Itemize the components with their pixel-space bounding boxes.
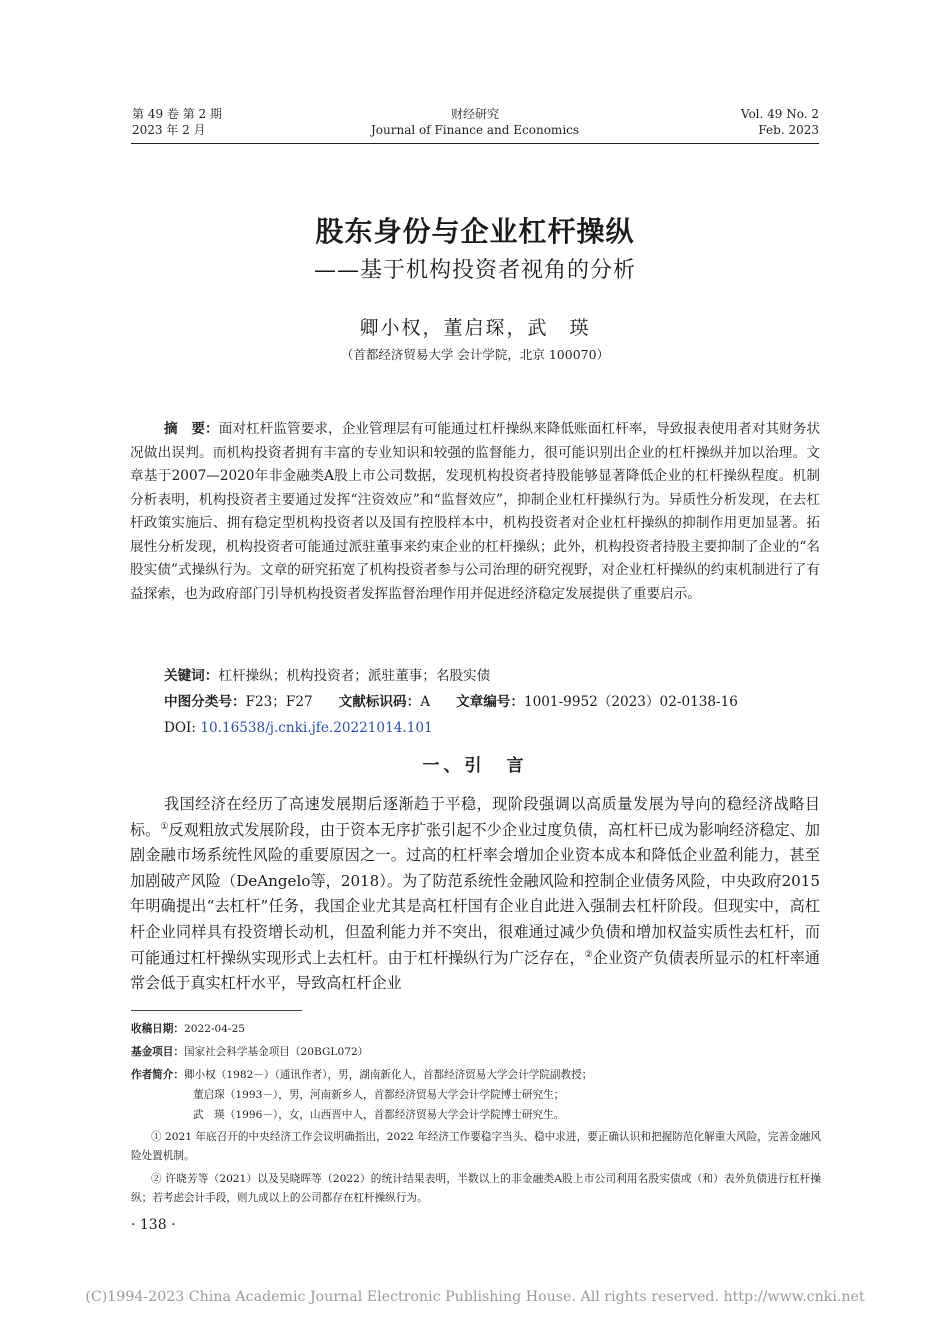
copyright-notice: (C)1994-2023 China Academic Journal Electronic Publishing House. All rights reserved. http://www.cnki.net (85, 1289, 865, 1305)
keywords-text: 杠杆操纵；机构投资者；派驻董事；名股实债 (218, 668, 491, 684)
article-title: 股东身份与企业杠杆操纵 (315, 215, 635, 248)
article-subtitle: ——基于机构投资者视角的分析 (313, 258, 636, 283)
fund-label: 基金项目： (131, 1046, 184, 1058)
journal-name-cn: 财经研究 (450, 107, 499, 121)
doc-code-value: A (420, 694, 431, 710)
intro-paragraph (130, 792, 820, 997)
footnote-ref-1[interactable]: ① (160, 821, 169, 832)
received-date (131, 1020, 821, 1039)
paragraph-text-2: 反观粗放式发展阶段，由于资本无序扩张引起不少企业过度负债，高杠杆已成为影响经济稳定、加剧金融市场系统性风险的重要原因之一。过高的杠杆率会增加企业资本成本和降低企业盈利能力，甚至加剧破产风险（DeAngelo等，2018）。为了防范系统性金融风险和控制企业债务风险，中央政府2015年明确提出“去杠杆”任务，我国企业尤其是高杠杆国有企业自此进入强制去杠杆阶段。但现实中，高杠杆企业同样具有投资增长动机，但盈利能力并不突出，很难通过减少负债和增加权益实质性去杠杆，而可能通过杠杆操纵实现形式上去杠杆。由于杠杆操纵行为广泛存在， (130, 820, 820, 967)
footnote-2: ② 许晓芳等（2021）以及吴晓晖等（2022）的统计结果表明，半数以上的非金融类A股上市公司利用名股实债或（和）表外负债进行杠杆操纵；若考虑会计手段，则九成以上的公司都存在杠杆操纵行为。 (131, 1173, 821, 1204)
journal-issue-en (741, 106, 819, 138)
clc-label: 中图分类号： (164, 694, 246, 710)
author-bio-text-1: 卿小权（1982－）（通讯作者），男，湖南新化人，首都经济贸易大学会计学院副教授； (183, 1069, 593, 1081)
author-bio-1 (131, 1066, 821, 1085)
section-heading: 一、引 言 (422, 756, 528, 776)
received-label: 收稿日期： (131, 1023, 184, 1035)
issue-date: 2023 年 2 月 (132, 123, 206, 137)
doc-code-label: 文献标识码： (338, 694, 421, 710)
fund-value: 国家社会科学基金项目（20BGL072） (183, 1046, 369, 1058)
volume-issue: 第 49 卷 第 2 期 (132, 107, 222, 121)
article-number-value: 1001-9952（2023）02-0138-16 (523, 694, 738, 710)
doi-line (164, 718, 433, 738)
author-bio-2: 董启琛（1993－），男，河南新乡人，首都经济贸易大学会计学院博士研究生； (193, 1089, 565, 1101)
paragraph-text-1: 我国经济在经历了高速发展期后逐渐趋于平稳，现阶段强调以高质量发展为导向的稳经济战略目标。 (130, 795, 820, 839)
volume-issue-en: Vol. 49 No. 2 (740, 107, 819, 121)
issue-date-en: Feb. 2023 (758, 123, 819, 137)
author-list: 卿小权，董启琛，武 瑛 (359, 317, 591, 339)
author-bio-label: 作者简介： (131, 1069, 184, 1081)
journal-name-en: Journal of Finance and Economics (370, 123, 580, 137)
abstract (130, 418, 820, 606)
author-affiliation: （首都经济贸易大学 会计学院，北京 100070） (340, 347, 610, 362)
doi-label: DOI: (164, 720, 201, 736)
header-divider (131, 143, 819, 144)
fund-info (131, 1043, 821, 1062)
footnote-ref-2[interactable]: ② (584, 949, 593, 960)
keywords-label: 关键词： (164, 668, 219, 684)
classification-line (164, 692, 738, 712)
author-bio-3: 武 瑛（1996－），女，山西晋中人，首都经济贸易大学会计学院博士研究生。 (193, 1109, 565, 1121)
keywords-line (164, 666, 490, 686)
received-value: 2022-04-25 (183, 1023, 246, 1035)
clc-value: F23；F27 (245, 694, 313, 710)
abstract-label: 摘 要： (164, 421, 219, 437)
abstract-text: 面对杠杆监管要求，企业管理层有可能通过杠杆操纵来降低账面杠杆率，导致报表使用者对其财务状况做出误判。而机构投资者拥有丰富的专业知识和较强的监督能力，很可能识别出企业的杠杆操纵并加以治理。文章基于2007—2020年非金融类A股上市公司数据，发现机构投资者持股能够显著降低企业的杠杆操纵程度。机制分析表明，机构投资者主要通过发挥“注资效应”和“监督效应”，抑制企业杠杆操纵行为。异质性分析发现，在去杠杆政策实施后、拥有稳定型机构投资者以及国有控股样本中，机构投资者对企业杠杆操纵的抑制作用更加显著。拓展性分析发现，机构投资者可能通过派驻董事来约束企业的杠杆操纵；此外，机构投资者持股主要抑制了企业的“名股实债”式操纵行为。文章的研究拓宽了机构投资者参与公司治理的研究视野，对企业杠杆操纵的约束机制进行了有益探索，也为政府部门引导机构投资者发挥监督治理作用并促进经济稳定发展提供了重要启示。 (130, 421, 821, 602)
footnote-1: ① 2021 年底召开的中央经济工作会议明确指出，2022 年经济工作要稳字当头、稳中求进，要正确认识和把握防范化解重大风险，完善金融风险处置机制。 (131, 1131, 821, 1162)
page-number: · 138 · (131, 1217, 176, 1233)
doi-link[interactable]: 10.16538/j.cnki.jfe.20221014.101 (200, 720, 433, 736)
article-number-label: 文章编号： (456, 694, 524, 710)
paragraph-text-3: 企业资产负债表所显示的杠杆率通常会低于真实杠杆水平，导致高杠杆企业 (130, 948, 820, 993)
footnote-divider (131, 1010, 302, 1011)
